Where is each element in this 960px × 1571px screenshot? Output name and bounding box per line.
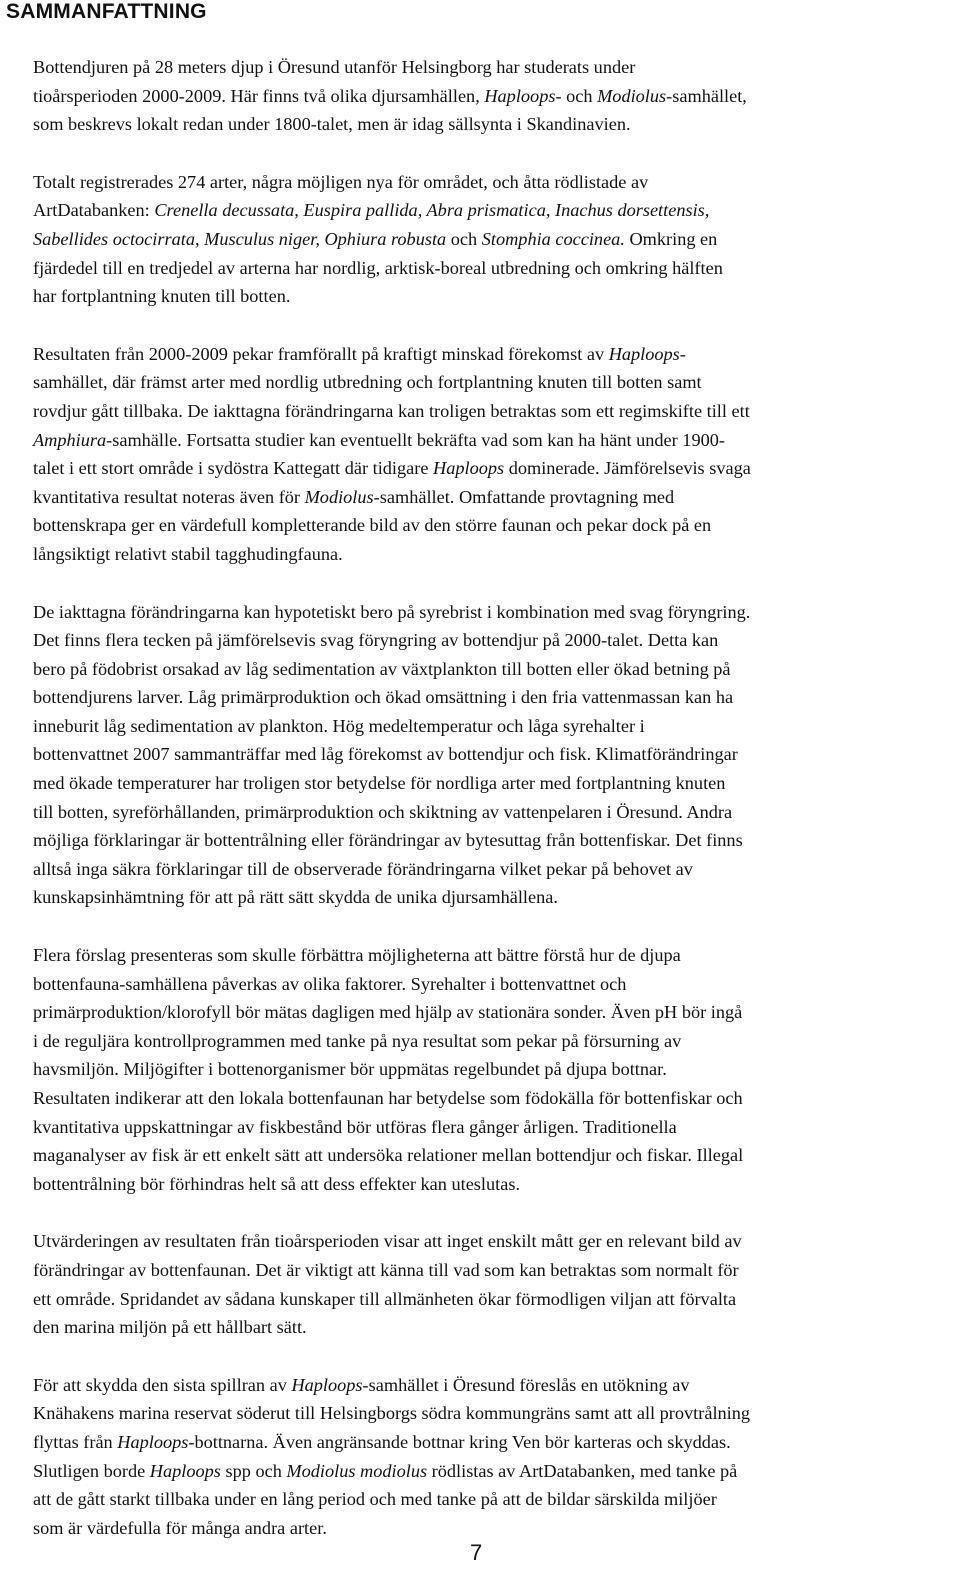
text-run: flyttas från xyxy=(33,1431,118,1452)
species-name: Haploops xyxy=(484,85,556,106)
summary-paragraph xyxy=(33,1227,953,1341)
text-line xyxy=(33,1285,953,1314)
text-run: -samhället, xyxy=(666,85,747,106)
text-run: talet i ett stort område i sydöstra Kattegatt där tidigare xyxy=(33,458,434,479)
text-line xyxy=(33,282,953,311)
text-run: Resultaten indikerar att den lokala bottenfaunan har betydelse som födokälla för bottenfiskar och xyxy=(33,1088,743,1108)
summary-paragraph xyxy=(33,941,953,1198)
text-line xyxy=(33,798,953,827)
text-line xyxy=(33,110,953,139)
text-line xyxy=(33,826,953,855)
text-line xyxy=(33,1514,953,1543)
text-line xyxy=(33,1399,953,1428)
text-run: Totalt registrerades 274 arter, några möjligen nya för området, och åtta rödlistade av xyxy=(33,171,649,192)
text-run: bero på födobrist orsakad av låg sedimentation av växtplankton till botten eller ökad betning på xyxy=(33,658,731,679)
text-line xyxy=(33,1170,953,1199)
text-line xyxy=(33,1457,953,1486)
text-run: Omkring en xyxy=(624,228,718,249)
text-line xyxy=(33,883,953,912)
species-name: Amphiura xyxy=(33,429,107,450)
text-run: fjärdedel till en tredjedel av arterna har nordlig, arktisk-boreal utbredning och omkring hälften xyxy=(33,257,723,278)
summary-body xyxy=(33,53,953,1571)
text-line xyxy=(33,1227,953,1256)
text-run: rödlistas av ArtDatabanken, med tanke på xyxy=(427,1460,738,1481)
species-name: Sabellides octocirrata, Musculus niger, Ophiura robusta xyxy=(33,228,447,249)
text-run: Slutligen borde xyxy=(33,1460,150,1481)
text-run: ett område. Spridandet av sådana kunskaper till allmänheten ökar förmodligen viljan att förvalta xyxy=(33,1288,737,1309)
text-line xyxy=(33,1113,953,1142)
text-run: kvantitativa uppskattningar av fiskbestånd bör utföras flera gånger årligen. Traditionella xyxy=(33,1116,677,1137)
text-run: spp och xyxy=(220,1460,287,1481)
text-line xyxy=(33,855,953,884)
species-name: Haploops xyxy=(117,1431,189,1452)
text-run: dominerade. Jämförelsevis svaga xyxy=(504,458,751,479)
text-line xyxy=(33,426,953,455)
text-run: De iakttagna förändringarna kan hypotetiskt bero på syrebrist i kombination med svag föryngring. xyxy=(33,601,751,622)
text-line xyxy=(33,483,953,512)
text-line xyxy=(33,340,953,369)
text-line xyxy=(33,1371,953,1400)
text-line xyxy=(33,1485,953,1514)
species-name: Modiolus xyxy=(304,486,374,507)
text-run: -samhället. Omfattande provtagning med xyxy=(373,486,675,507)
text-line xyxy=(33,1256,953,1285)
text-run: till botten, syreförhållanden, primärproduktion och skiktning av vattenpelaren i Öresund. Andra xyxy=(33,801,733,822)
text-run: ArtDatabanken: xyxy=(33,200,155,221)
text-run: kvantitativa resultat noteras även för xyxy=(33,486,305,507)
text-line xyxy=(33,53,953,82)
text-line xyxy=(33,1055,953,1084)
text-run: Bottendjuren på 28 meters djup i Öresund utanför Helsingborg har studerats under xyxy=(33,57,636,77)
text-line xyxy=(33,1141,953,1170)
text-run: och xyxy=(446,228,482,249)
species-name: Crenella decussata, Euspira pallida, Abra prismatica, Inachus dorsettensis, xyxy=(154,200,710,221)
summary-paragraph xyxy=(33,53,953,139)
text-run: rovdjur gått tillbaka. De iakttagna förändringarna kan troligen betraktas som ett regimskifte till ett xyxy=(33,400,750,421)
text-run: Resultaten från 2000-2009 pekar framförallt på kraftigt minskad förekomst av xyxy=(33,343,609,364)
text-run: som är värdefulla för många andra arter. xyxy=(33,1517,327,1538)
text-line xyxy=(33,1027,953,1056)
text-line xyxy=(33,225,953,254)
text-run: Knähakens marina reservat söderut till Helsingborgs södra kommungräns samt att all provtrålning xyxy=(33,1403,751,1424)
text-line xyxy=(33,1084,953,1113)
text-run: -samhället i Öresund föreslås en utökning av xyxy=(362,1374,690,1395)
text-line xyxy=(33,683,953,712)
text-run: samhället, där främst arter med nordlig utbredning och fortplantning knuten till botten samt xyxy=(33,372,702,393)
text-run: - och xyxy=(555,85,598,106)
text-run: maganalyser av fisk är ett enkelt sätt att undersöka relationer mellan bottendjur och fiskar. Illegal xyxy=(33,1145,744,1166)
text-run: -bottnarna. Även angränsande bottnar kring Ven bör karteras och skyddas. xyxy=(188,1431,731,1452)
page-number: 7 xyxy=(470,1540,483,1565)
text-line xyxy=(33,454,953,483)
text-run: För att skydda den sista spillran av xyxy=(33,1374,292,1395)
species-name: Haploops xyxy=(608,343,680,364)
summary-paragraph xyxy=(33,340,953,569)
text-run: bottentrålning bör förhindras helt så att dess effekter kan uteslutas. xyxy=(33,1173,521,1194)
species-name: Haploops xyxy=(433,458,505,479)
species-name: Modiolus xyxy=(597,85,667,106)
text-run: bottenskrapa ger en värdefull kompletterande bild av den större faunan och pekar dock på en xyxy=(33,515,712,536)
summary-paragraph xyxy=(33,1371,953,1543)
text-line xyxy=(33,1428,953,1457)
text-line xyxy=(33,196,953,225)
text-line xyxy=(33,540,953,569)
summary-paragraph xyxy=(33,598,953,913)
text-run: förändringar av bottenfaunan. Det är viktigt att känna till vad som kan betraktas som normalt för xyxy=(33,1259,739,1280)
text-line xyxy=(33,626,953,655)
species-name: Stomphia coccinea. xyxy=(481,228,625,249)
text-line xyxy=(33,254,953,283)
text-run: har fortplantning knuten till botten. xyxy=(33,286,291,307)
species-name: Modiolus modiolus xyxy=(286,1460,428,1481)
text-line xyxy=(33,998,953,1027)
text-run: -samhälle. Fortsatta studier kan eventuellt bekräfta vad som kan ha hänt under 1900- xyxy=(106,429,725,450)
text-run: alltså inga säkra förklaringar till de observerade förändringarna vilket pekar på behovet av xyxy=(33,858,693,879)
species-name: Haploops xyxy=(149,1460,221,1481)
species-name: Haploops xyxy=(291,1374,363,1395)
text-line xyxy=(33,740,953,769)
text-run: bottenvattnet 2007 sammanträffar med låg förekomst av bottendjur och fisk. Klimatförändringar xyxy=(33,744,738,765)
text-run: Utvärderingen av resultaten från tioårsperioden visar att inget enskilt mått ger en relevant bild av xyxy=(33,1231,742,1252)
text-run: långsiktigt relativt stabil tagghudingfauna. xyxy=(33,543,343,564)
text-run: möjliga förklaringar är bottentrålning eller förändringar av bytesuttag från bottenfiskar. Det finns xyxy=(33,830,743,851)
text-line xyxy=(33,168,953,197)
text-line xyxy=(33,511,953,540)
text-run: primärproduktion/klorofyll bör mätas dagligen med hjälp av stationära sonder. Även pH bör ingå xyxy=(33,1002,743,1023)
text-run: tioårsperioden 2000-2009. Här finns två olika djursamhällen, xyxy=(33,85,485,106)
text-run: den marina miljön på ett hållbart sätt. xyxy=(33,1317,307,1338)
text-line xyxy=(33,82,953,111)
text-run: bottendjurens larver. Låg primärproduktion och ökad omsättning i den fria vattenmassan kan ha xyxy=(33,687,734,708)
text-run: som beskrevs lokalt redan under 1800-talet, men är idag sällsynta i Skandinavien. xyxy=(33,114,631,135)
text-line xyxy=(33,598,953,627)
text-run: - xyxy=(679,343,686,364)
text-run: havsmiljön. Miljögifter i bottenorganismer bör uppmätas regelbundet på djupa bottnar. xyxy=(33,1059,667,1080)
page-title: SAMMANFATTNING xyxy=(6,0,207,23)
text-run: bottenfauna-samhällena påverkas av olika faktorer. Syrehalter i bottenvattnet och xyxy=(33,973,627,994)
text-run: i de reguljära kontrollprogrammen med tanke på nya resultat som pekar på försurning av xyxy=(33,1030,682,1051)
text-run: att de gått starkt tillbaka under en lång period och med tanke på att de bildar särskilda miljöer xyxy=(33,1489,717,1510)
text-run: med ökade temperaturer har troligen stor betydelse för nordliga arter med fortplantning knuten xyxy=(33,773,726,794)
text-run: Det finns flera tecken på jämförelsevis svag föryngring av bottendjur på 2000-talet. Detta kan xyxy=(33,630,719,651)
text-line xyxy=(33,655,953,684)
text-line xyxy=(33,1313,953,1342)
text-line xyxy=(33,970,953,999)
text-line xyxy=(33,941,953,970)
text-line xyxy=(33,368,953,397)
text-line xyxy=(33,769,953,798)
text-line xyxy=(33,712,953,741)
text-run: inneburit låg sedimentation av plankton. Hög medeltemperatur och låga syrehalter i xyxy=(33,715,645,736)
text-line xyxy=(33,397,953,426)
summary-paragraph xyxy=(33,168,953,311)
text-run: Flera förslag presenteras som skulle förbättra möjligheterna att bättre förstå hur de djupa xyxy=(33,945,681,966)
text-run: kunskapsinhämtning för att på rätt sätt skydda de unika djursamhällena. xyxy=(33,887,558,908)
